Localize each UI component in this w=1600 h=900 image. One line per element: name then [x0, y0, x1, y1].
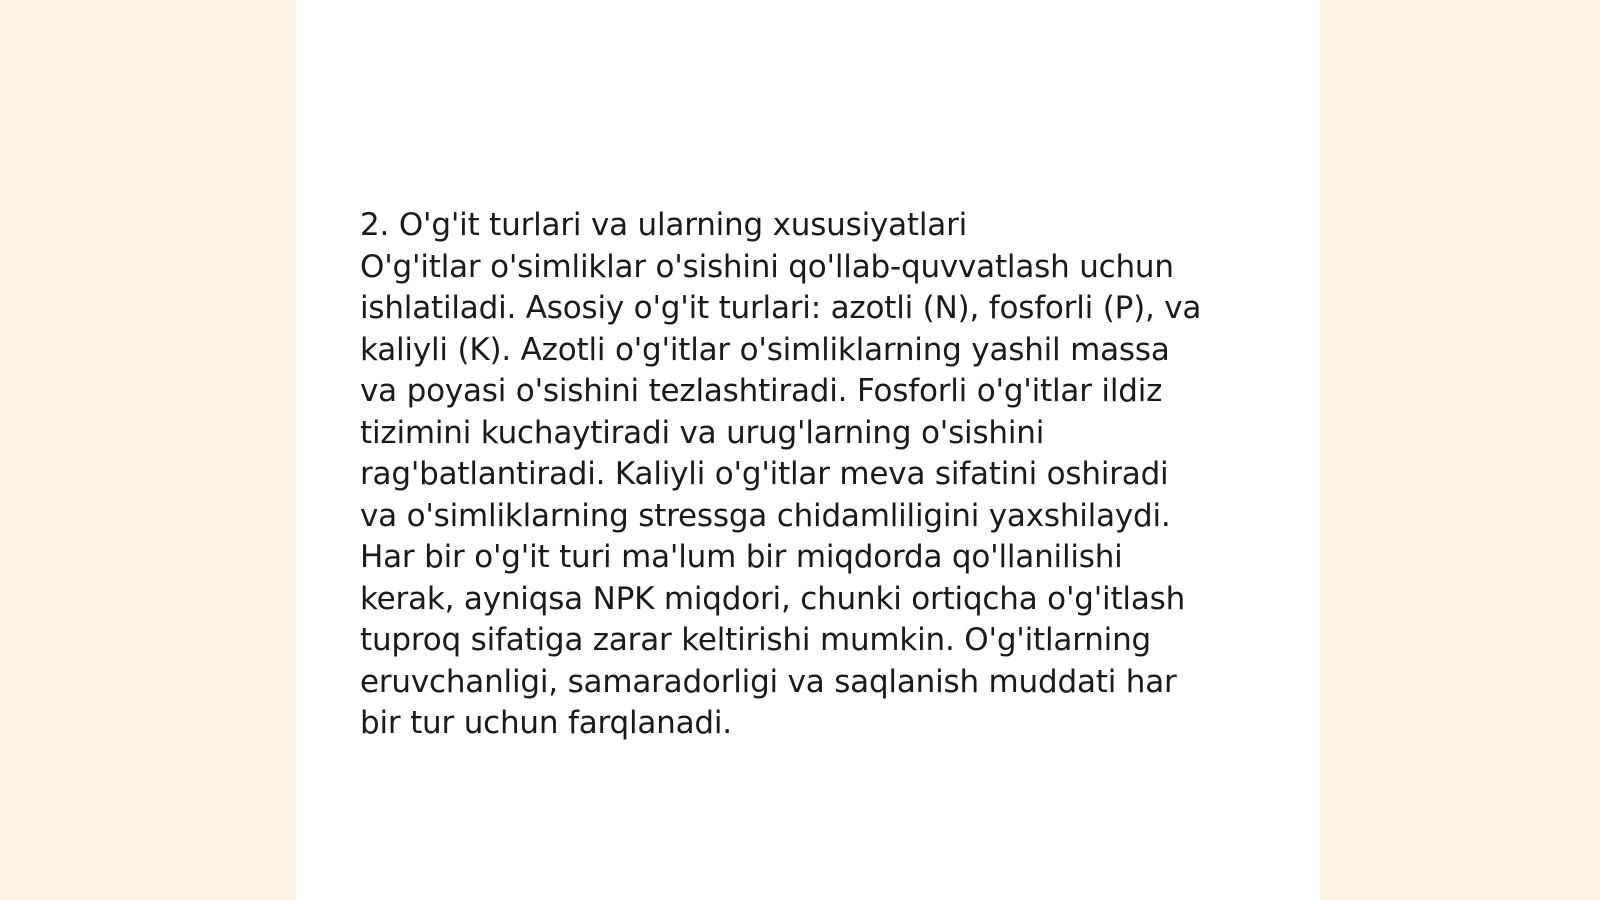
text-line: bir tur uchun farqlanadi. — [360, 705, 732, 741]
text-line: eruvchanligi, samaradorligi va saqlanish muddati har — [360, 663, 1177, 700]
text-line: tuproq sifatiga zarar keltirishi mumkin. O'g'itlarning — [360, 622, 1151, 658]
text-line: va o'simliklarning stressga chidamliligini yaxshilaydi. — [360, 497, 1171, 534]
text-line: kerak, ayniqsa NPK miqdori, chunki ortiqcha o'g'itlash — [360, 580, 1186, 617]
text-line: kaliyli (K). Azotli o'g'itlar o'simliklarning yashil massa — [360, 331, 1170, 368]
right-margin-panel — [1320, 0, 1600, 900]
text-line: rag'batlantiradi. Kaliyli o'g'itlar meva sifatini oshiradi — [360, 456, 1169, 492]
document-page — [296, 0, 1320, 900]
section-heading: 2. O'g'it turlari va ularning xususiyatlari — [360, 207, 968, 243]
left-margin-panel — [0, 0, 296, 900]
text-line: va poyasi o'sishini tezlashtiradi. Fosforli o'g'itlar ildiz — [360, 373, 1163, 409]
text-line: tizimini kuchaytiradi va urug'larning o'sishini — [360, 414, 1045, 451]
text-line: Har bir o'g'it turi ma'lum bir miqdorda qo'llanilishi — [360, 539, 1123, 575]
text-line: O'g'itlar o'simliklar o'sishini qo'llab-quvvatlash uchun — [360, 248, 1174, 285]
body-text — [360, 205, 1260, 745]
text-line: ishlatiladi. Asosiy o'g'it turlari: azotli (N), fosforli (P), va — [360, 290, 1202, 326]
